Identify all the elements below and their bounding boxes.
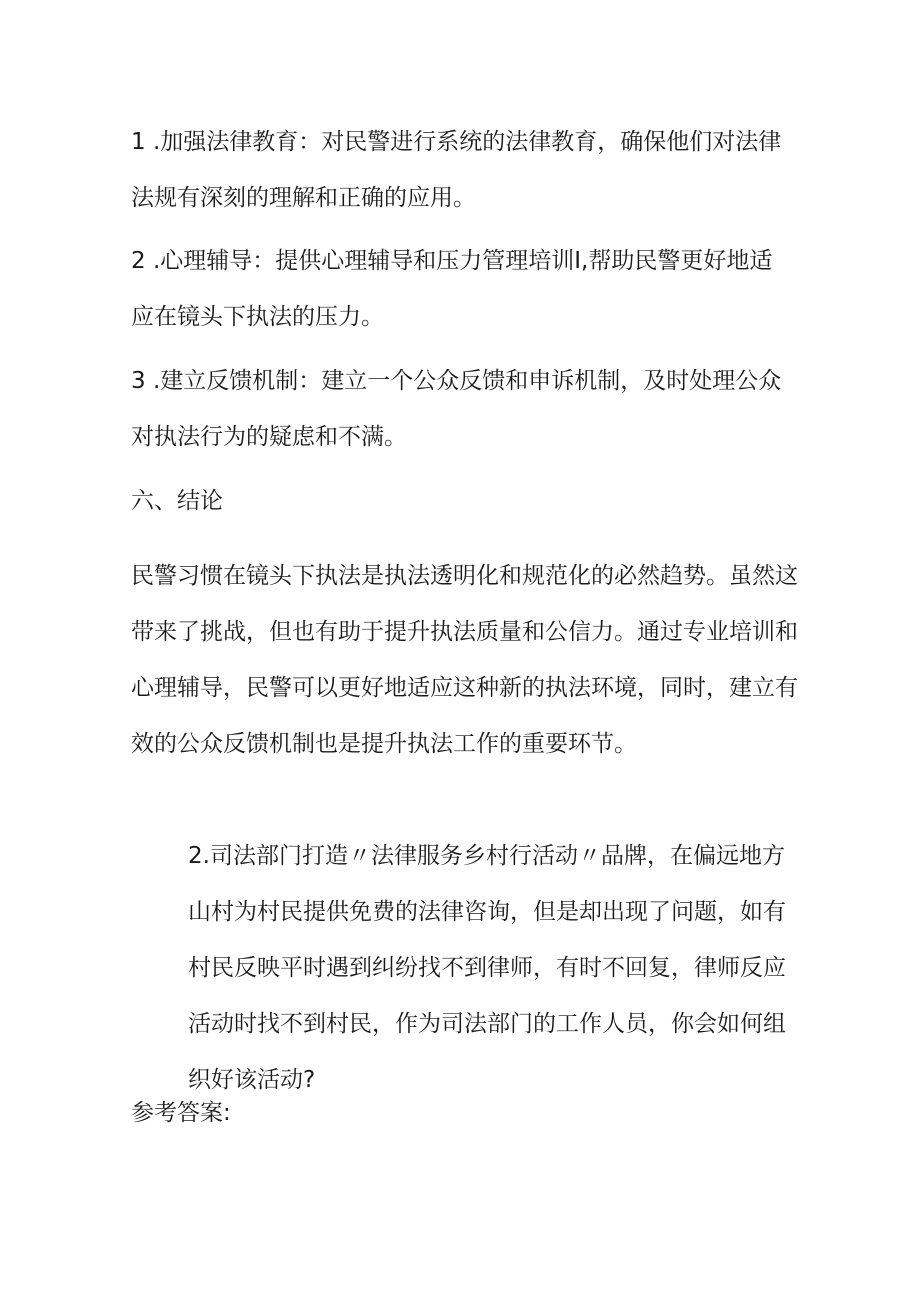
question-paragraph [188,828,786,1108]
list-item-legal-education [131,114,781,226]
paragraph-line: 1 .加强法律教育：对民警进行系统的法律教育，确保他们对法律 [131,129,782,155]
paragraph-line: 民警习惯在镜头下执法是执法透明化和规范化的必然趋势。虽然这 [131,563,798,589]
answer-label [131,1085,231,1141]
paragraph-line: 活动时找不到村民，作为司法部门的工作人员，你会如何组 [188,1011,786,1037]
list-item-psychological-counseling [131,233,772,345]
paragraph-line: 法规有深刻的理解和正确的应用。 [131,185,476,211]
paragraph-line: 村民反映平时遇到纠纷找不到律师，有时不回复，律师反应 [188,955,786,981]
list-item-feedback-mechanism [131,353,781,465]
paragraph-line: 心理辅导，民警可以更好地适应这种新的执法环境，同时，建立有 [131,675,798,701]
paragraph-line: 织好该活动? [188,1067,316,1093]
paragraph-line: 2.司法部门打造〃法律服务乡村行活动〃品牌，在偏远地方 [188,843,785,869]
heading-text: 六、结论 [131,488,223,514]
answer-label-text: 参考答案: [131,1100,231,1126]
paragraph-line: 山村为村民提供免费的法律咨询，但是却出现了问题，如有 [188,899,786,925]
section-heading-conclusion [131,473,223,529]
paragraph-line: 对执法行为的疑虑和不满。 [131,424,407,450]
paragraph-line: 效的公众反馈机制也是提升执法工作的重要环节。 [131,731,637,757]
paragraph-line: 2 .心理辅导：提供心理辅导和压力管理培训I,帮助民警更好地适 [131,248,773,274]
paragraph-line: 应在镜头下执法的压力。 [131,304,384,330]
paragraph-line: 带来了挑战，但也有助于提升执法质量和公信力。通过专业培训和 [131,619,798,645]
paragraph-line: 3 .建立反馈机制：建立一个公众反馈和申诉机制，及时处理公众 [131,368,782,394]
conclusion-paragraph [131,548,798,772]
